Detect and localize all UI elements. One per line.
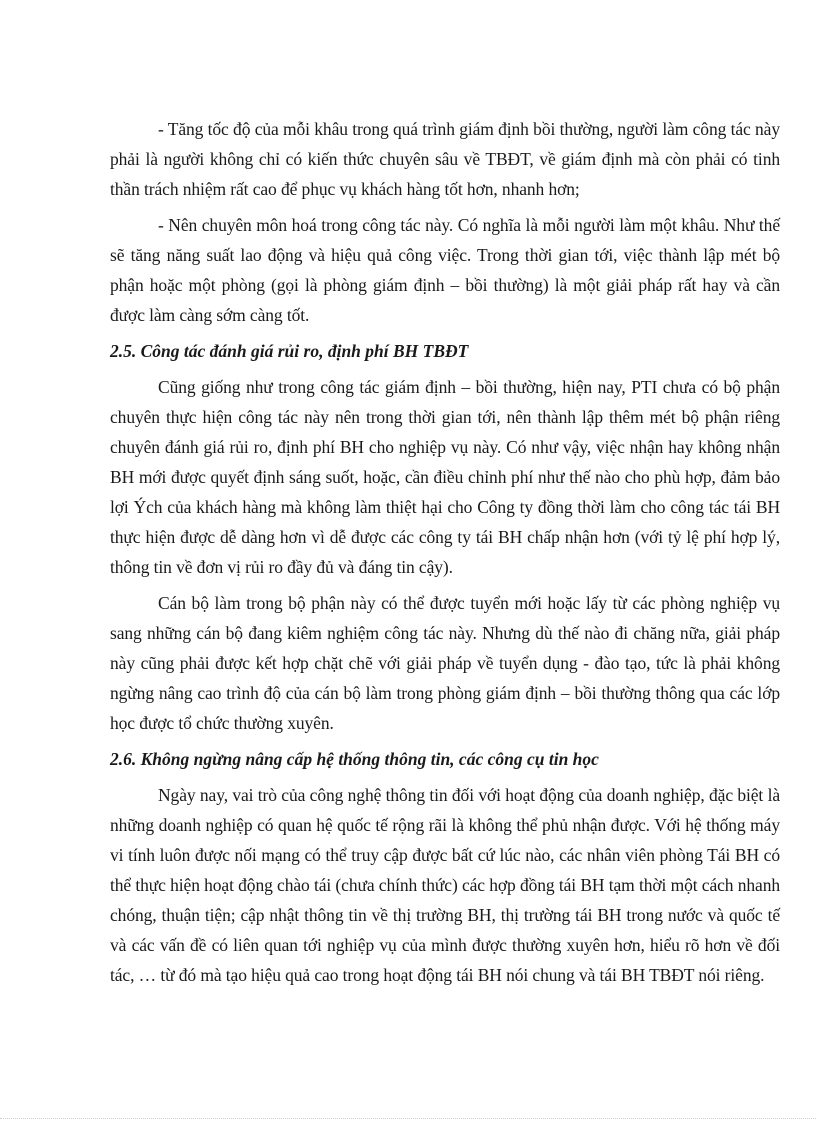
- section-heading-2-5: 2.5. Công tác đánh giá rủi ro, định phí BH TBĐT: [110, 341, 469, 361]
- paragraph-risk-assessment: Cũng giống như trong công tác giám định – bồi thường, hiện nay, PTI chưa có bộ phận chuyên thực hiện công tác này nên trong thời gian tới, nên thành lập thêm mét bộ phận riêng chuyên đánh giá rủi ro, định phí BH cho nghiệp vụ này. Có như vậy, việc nhận hay không nhận BH mới được quyết định sáng suốt, hoặc, cần điều chỉnh phí như thế nào cho phù hợp, đảm bảo lợi Ých của khách hàng mà không làm thiệt hại cho Công ty đồng thời làm cho công tác tái BH thực hiện được dễ dàng hơn vì dễ được các công ty tái BH chấp nhận hơn (với tỷ lệ phí hợp lý, thông tin về đơn vị rủi ro đầy đủ và đáng tin cậy).: [110, 377, 780, 577]
- document-page: [110, 114, 780, 996]
- section-heading-2-6: 2.6. Không ngừng nâng cấp hệ thống thông tin, các công cụ tin học: [110, 749, 599, 769]
- page-bottom-divider: [0, 1118, 816, 1119]
- paragraph-speed-up: - Tăng tốc độ của mỗi khâu trong quá trình giám định bồi thường, người làm công tác này phải là người không chỉ có kiến thức chuyên sâu về TBĐT, về giám định mà còn phải có tinh thần trách nhiệm rất cao để phục vụ khách hàng tốt hơn, nhanh hơn;: [110, 119, 780, 199]
- paragraph-information-technology: Ngày nay, vai trò của công nghệ thông tin đối với hoạt động của doanh nghiệp, đặc biệt là những doanh nghiệp có quan hệ quốc tế rộng rãi là không thể phủ nhận được. Với hệ thống máy vi tính luôn được nối mạng có thể truy cập được bất cứ lúc nào, các nhân viên phòng Tái BH có thể thực hiện hoạt động chào tái (chưa chính thức) các hợp đồng tái BH tạm thời một cách nhanh chóng, thuận tiện; cập nhật thông tin về thị trường BH, thị trường tái BH trong nước và quốc tế và các vấn đề có liên quan tới nghiệp vụ của mình được thường xuyên hơn, hiểu rõ hơn về đối tác, … từ đó mà tạo hiệu quả cao trong hoạt động tái BH nói chung và tái BH TBĐT nói riêng.: [110, 785, 780, 985]
- paragraph-staffing: Cán bộ làm trong bộ phận này có thể được tuyển mới hoặc lấy từ các phòng nghiệp vụ sang những cán bộ đang kiêm nghiệm công tác này. Nhưng dù thế nào đi chăng nữa, giải pháp này cũng phải được kết hợp chặt chẽ với giải pháp về tuyển dụng - đào tạo, tức là phải không ngừng nâng cao trình độ của cán bộ làm trong phòng giám định – bồi thường thông qua các lớp học được tổ chức thường xuyên.: [110, 593, 780, 733]
- paragraph-specialization: - Nên chuyên môn hoá trong công tác này. Có nghĩa là mỗi người làm một khâu. Như thế sẽ tăng năng suất lao động và hiệu quả công việc. Trong thời gian tới, việc thành lập mét bộ phận hoặc một phòng (gọi là phòng giám định – bồi thường) là một giải pháp rất hay và cần được làm càng sớm càng tốt.: [110, 215, 780, 325]
